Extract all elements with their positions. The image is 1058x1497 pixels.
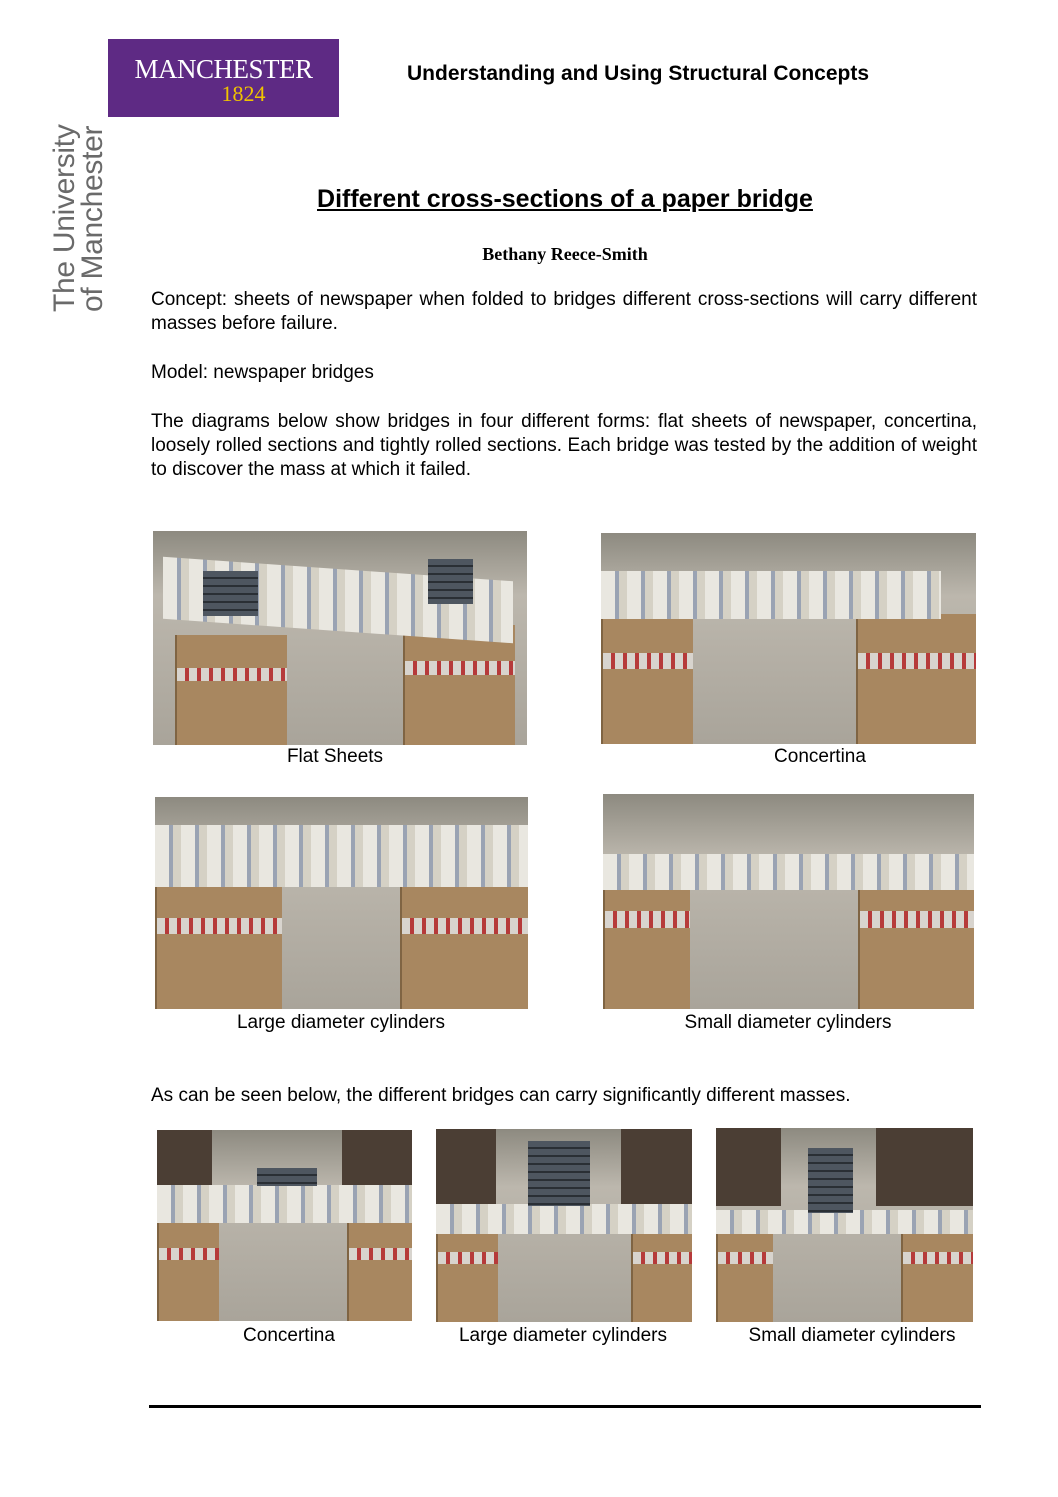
document-title: Different cross-sections of a paper bridge <box>317 185 813 213</box>
result-photo-concertina <box>157 1130 412 1321</box>
photo-concertina <box>601 533 976 744</box>
concept-paragraph: Concept: sheets of newspaper when folded to bridges different cross-sections will carry different masses before failure. <box>151 289 977 334</box>
photo-large-cylinders <box>155 797 528 1009</box>
result-photo-large-cylinders <box>436 1129 692 1322</box>
result-caption-concertina: Concertina <box>243 1325 335 1346</box>
photo-small-cylinders <box>603 794 974 1009</box>
caption-flat-sheets: Flat Sheets <box>286 746 384 767</box>
photo-flat-sheets <box>153 531 527 745</box>
logo-year: 1824 <box>221 81 266 106</box>
model-paragraph: Model: newspaper bridges <box>151 362 374 383</box>
results-intro-paragraph: As can be seen below, the different bridges can carry significantly different masses. <box>151 1085 851 1106</box>
side-text-line1: The University <box>48 124 81 312</box>
result-caption-large-cylinders: Large diameter cylinders <box>458 1325 668 1346</box>
side-text-line2: of Manchester <box>76 125 109 312</box>
result-caption-small-cylinders: Small diameter cylinders <box>748 1325 956 1346</box>
intro-paragraph: The diagrams below show bridges in four different forms: flat sheets of newspaper, concertina, loosely rolled sections and tightly rolled sections. Each bridge was tested by the addition of weight to discover the mass at which it failed. <box>151 411 977 480</box>
logo-name: MANCHESTER <box>134 54 313 84</box>
result-photo-small-cylinders <box>716 1128 973 1322</box>
caption-large-cylinders: Large diameter cylinders <box>236 1012 446 1033</box>
caption-concertina: Concertina <box>774 746 866 767</box>
university-logo <box>108 39 339 117</box>
caption-small-cylinders: Small diameter cylinders <box>684 1012 892 1033</box>
footer-rule <box>149 1405 981 1408</box>
header-title: Understanding and Using Structural Concepts <box>407 62 870 85</box>
author: Bethany Reece-Smith <box>482 244 648 264</box>
